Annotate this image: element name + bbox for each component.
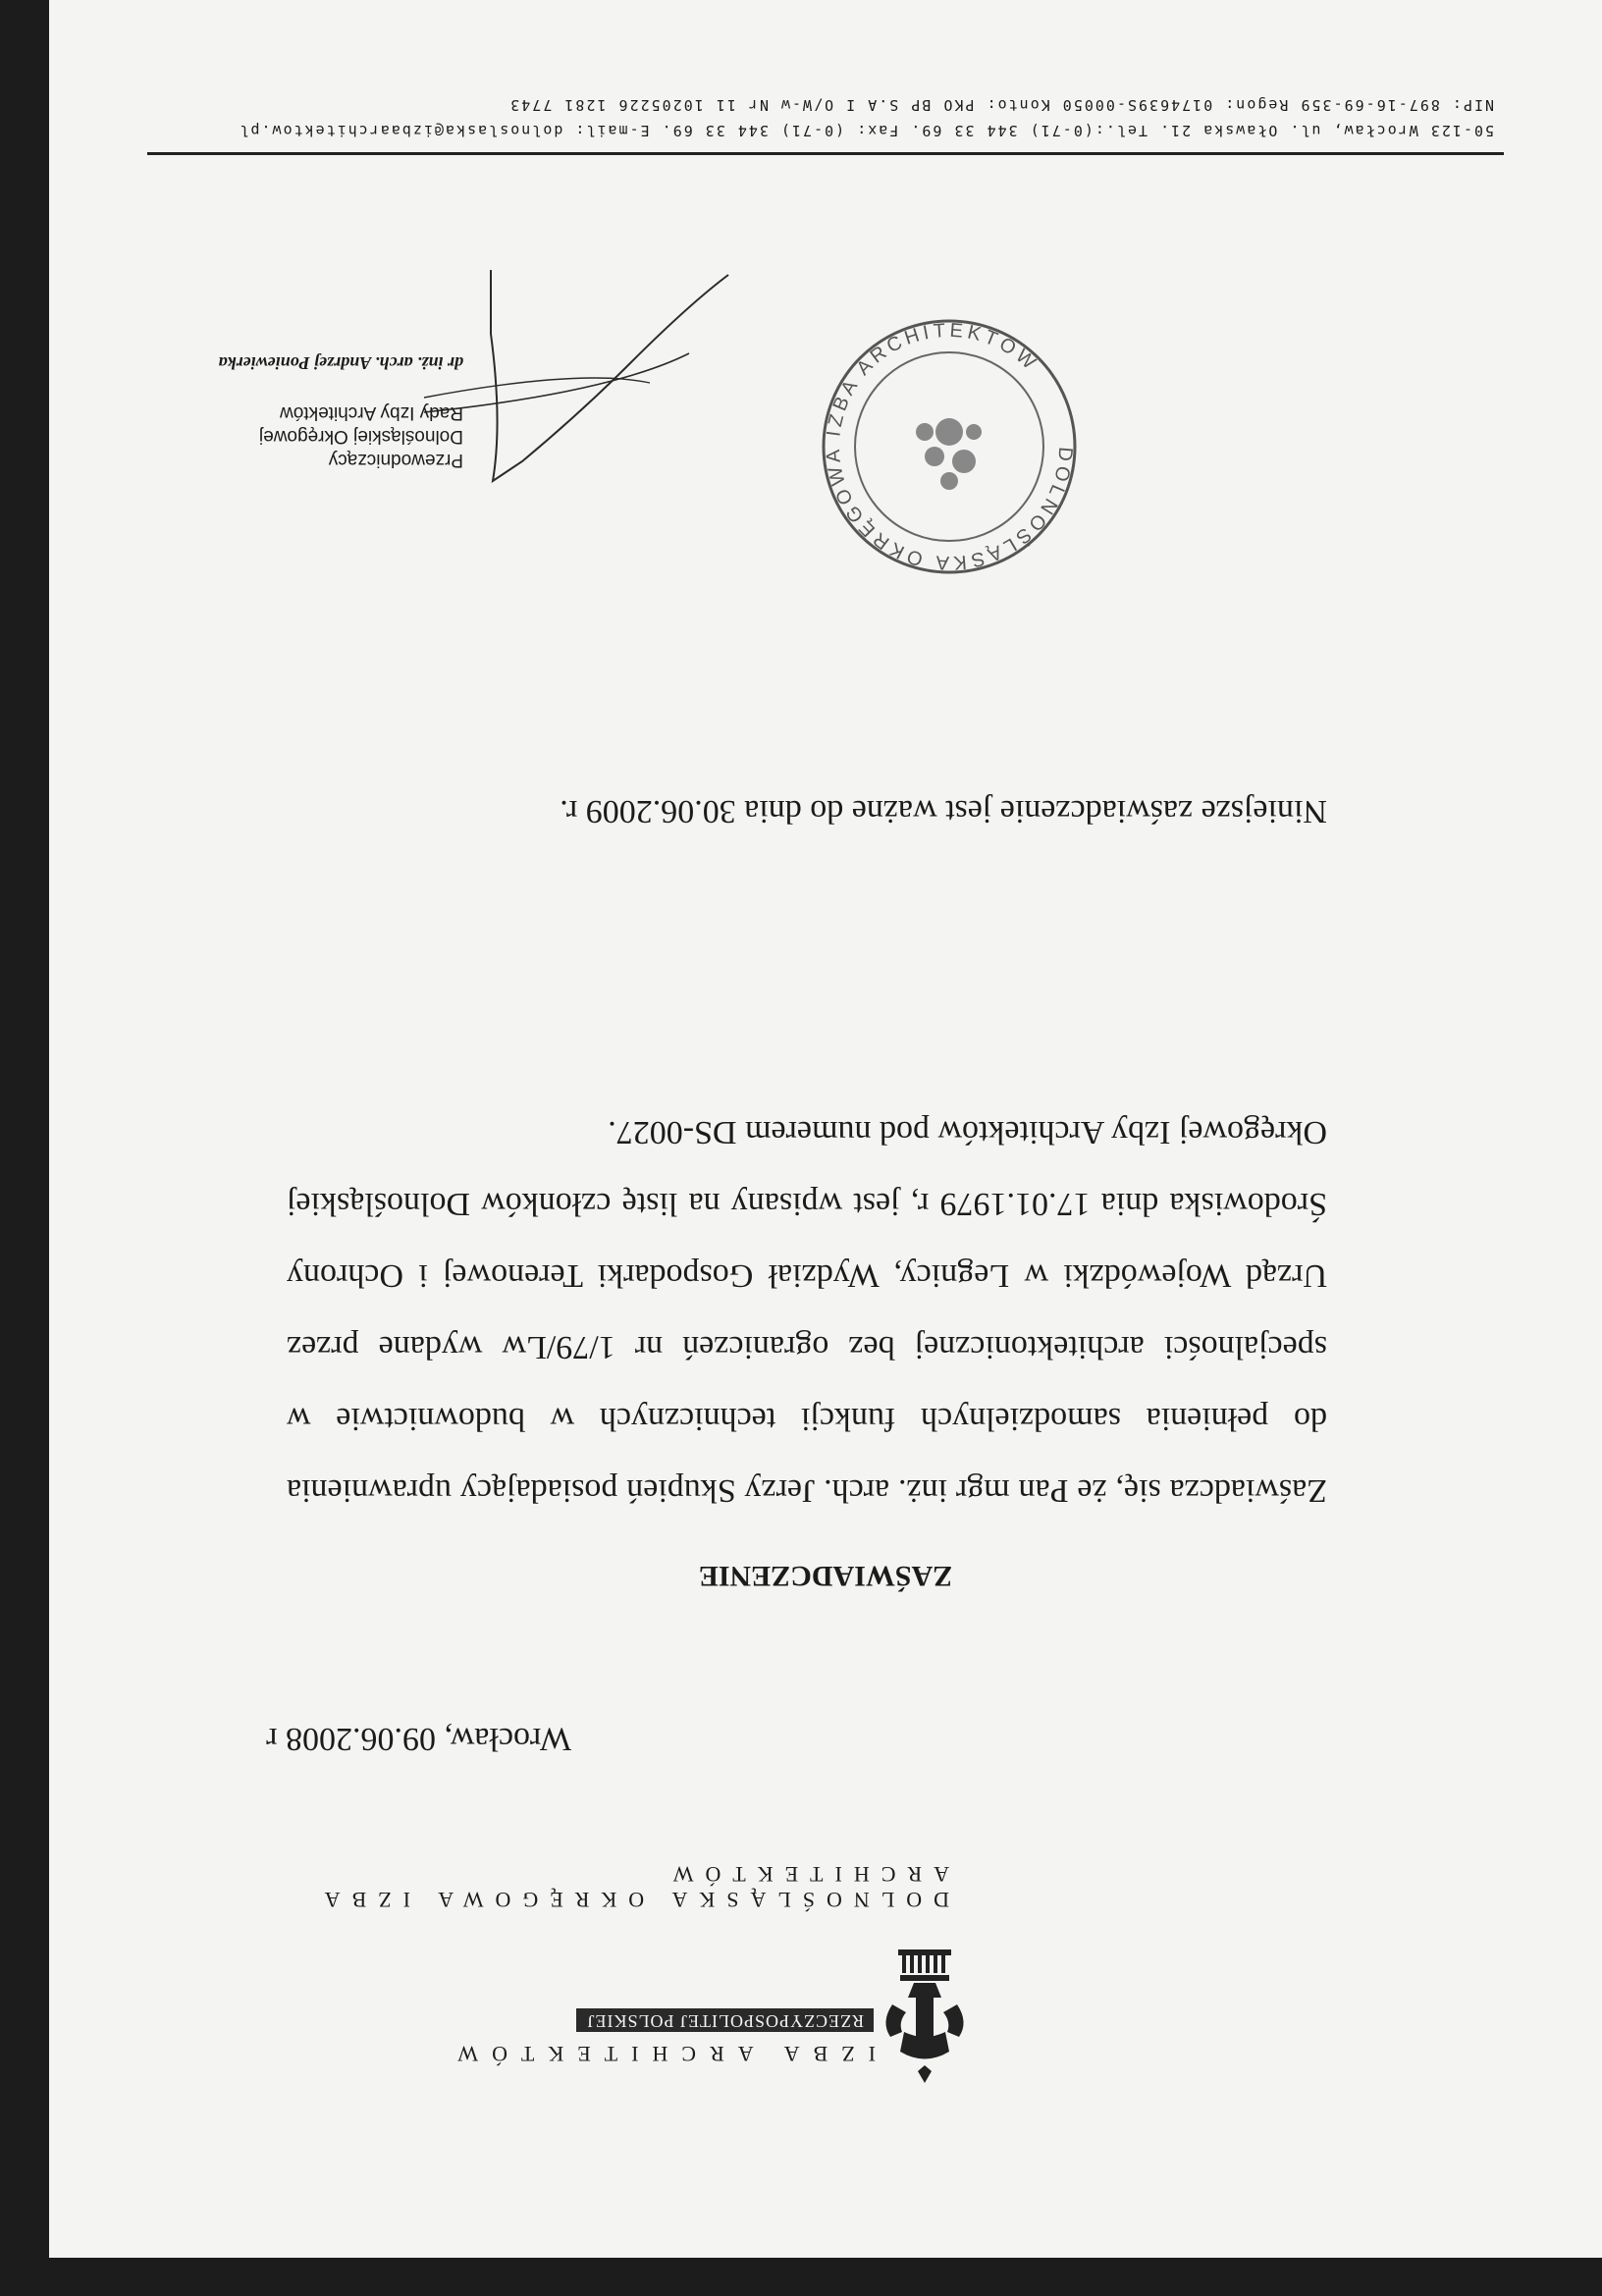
signatory-name: dr inż. arch. Andrzej Poniewierka (218, 353, 463, 373)
official-seal-icon (817, 314, 1082, 579)
regional-chamber-name: DOLNOŚLĄSKA OKRĘGOWA IZBA ARCHITEKTÓW (313, 1862, 949, 1912)
document-title: ZAŚWIADCZENIE (698, 1560, 953, 1592)
org-name-line2: RZECZYPOSPOLITEJ POLSKIEJ (576, 2008, 874, 2032)
footer-tax-bank-line: NIP: 897-16-69-359 Regon: 0174639S-00050 Konto: PKO BP S.A I O/W-w Nr 11 10205226 1281 7743 (508, 96, 1494, 114)
stamp-line-chamber: Dolnośląskiej Okręgowej (258, 426, 463, 447)
stamp-line-title: Przewodniczący (328, 450, 463, 470)
place-and-date: Wrocław, 09.06.2008 r (266, 1721, 571, 1757)
footer-divider (147, 152, 1504, 155)
rotated-page-content (49, 0, 1602, 2258)
validity-statement: Niniejsze zaświadczenie jest ważne do dnia 30.06.2009 r. (560, 793, 1327, 829)
scanner-edge-bottom (0, 2258, 1602, 2296)
eagle-crest-icon (871, 1944, 979, 2091)
svg-text:DOLNOŚLĄSKA OKRĘGOWA IZBA ARCH (823, 320, 1077, 574)
certificate-body: Zaświadcza się, że Pan mgr inż. arch. Jerzy Skupień posiadający uprawnienia do pełnienia samodzielnych funkcji technicznych w budownictwie w specjalności architektonicznej bez ograniczeń nr 1/79/Lw wydane przez Urząd Wojewódzki w Legnicy, Wydział Gospodarki Terenowej i Ochrony Środowiska dnia 17.01.1979 r, jest wpisany na listę członków Dolnośląskiej Okręgowej Izby Architektów pod numerem DS-0027. (287, 1114, 1327, 1509)
paper-sheet (49, 0, 1602, 2258)
scanner-edge-left (0, 0, 49, 2296)
footer-address-line: 50-123 Wrocław, ul. Oławska 21. Tel.:(0-71) 344 33 69. Fax: (0-71) 344 33 69. E-mail: dolnoslaska@izbaarchitektow.pl (238, 122, 1494, 139)
signatory-stamp (259, 400, 463, 471)
seal-ring-text: DOLNOŚLĄSKA OKRĘGOWA IZBA ARCHITEKTÓW (822, 319, 1077, 574)
org-name-line1: IZBA ARCHITEKTÓW (444, 2042, 876, 2066)
stamp-line-council: Rady Izby Architektów (280, 402, 463, 423)
footer-contact (139, 92, 1494, 143)
